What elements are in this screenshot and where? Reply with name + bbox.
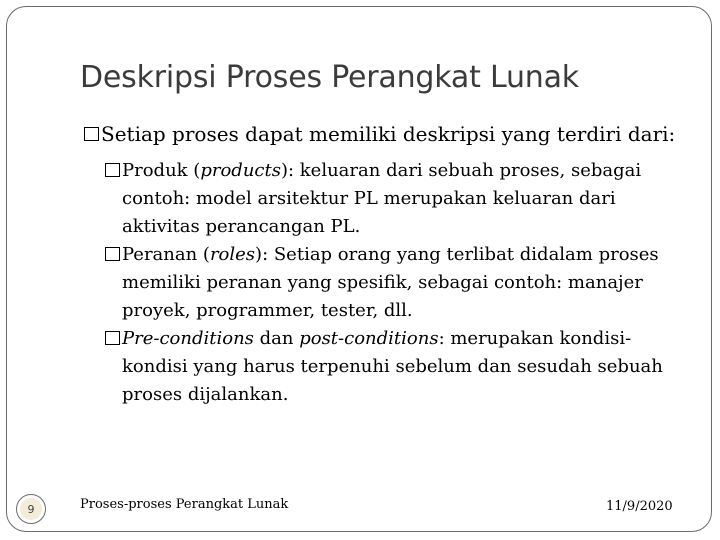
main-bullet-text: Setiap proses dapat memiliki deskripsi yang terdiri dari:: [101, 122, 676, 146]
sub-bullet-roles: [0, 241, 682, 325]
sub-bullet-text: Peranan (: [122, 244, 210, 265]
slide-content: [84, 120, 684, 409]
sub-bullet-products: [0, 157, 682, 241]
sub-bullet-conditions: [0, 325, 682, 409]
sub-bullet-term: post-conditions: [299, 328, 439, 349]
footer-date: 11/9/2020: [606, 499, 673, 514]
bullet-box-icon: [105, 163, 120, 177]
main-bullet: [84, 120, 684, 149]
sub-bullet-term: Pre-conditions: [122, 328, 254, 349]
sub-bullet-text: dan: [253, 328, 300, 349]
bullet-box-icon: [105, 331, 120, 345]
sub-bullet-text: ): Setiap orang yang terlibat didalam proses memiliki peranan yang spesifik, sebagai contoh: manajer proyek, programmer, tester, dll.: [122, 244, 659, 321]
page-number-badge: [16, 494, 46, 524]
sub-bullet-text: Produk (: [122, 160, 201, 181]
bullet-box-icon: [105, 247, 120, 261]
sub-bullet-text: ): keluaran dari sebuah proses, sebagai contoh: model arsitektur PL merupakan keluaran dari aktivitas perancangan PL.: [122, 160, 642, 237]
page-number: 9: [20, 498, 42, 520]
sub-bullet-term: roles: [209, 244, 256, 265]
bullet-box-icon: [84, 127, 99, 141]
sub-bullet-term: products: [200, 160, 281, 181]
sub-bullet-text: : merupakan kondisi-kondisi yang harus terpenuhi sebelum dan sesudah sebuah proses dijalankan.: [122, 328, 663, 405]
slide-title: Deskripsi Proses Perangkat Lunak: [80, 60, 579, 95]
footer-title: Proses-proses Perangkat Lunak: [80, 497, 289, 512]
